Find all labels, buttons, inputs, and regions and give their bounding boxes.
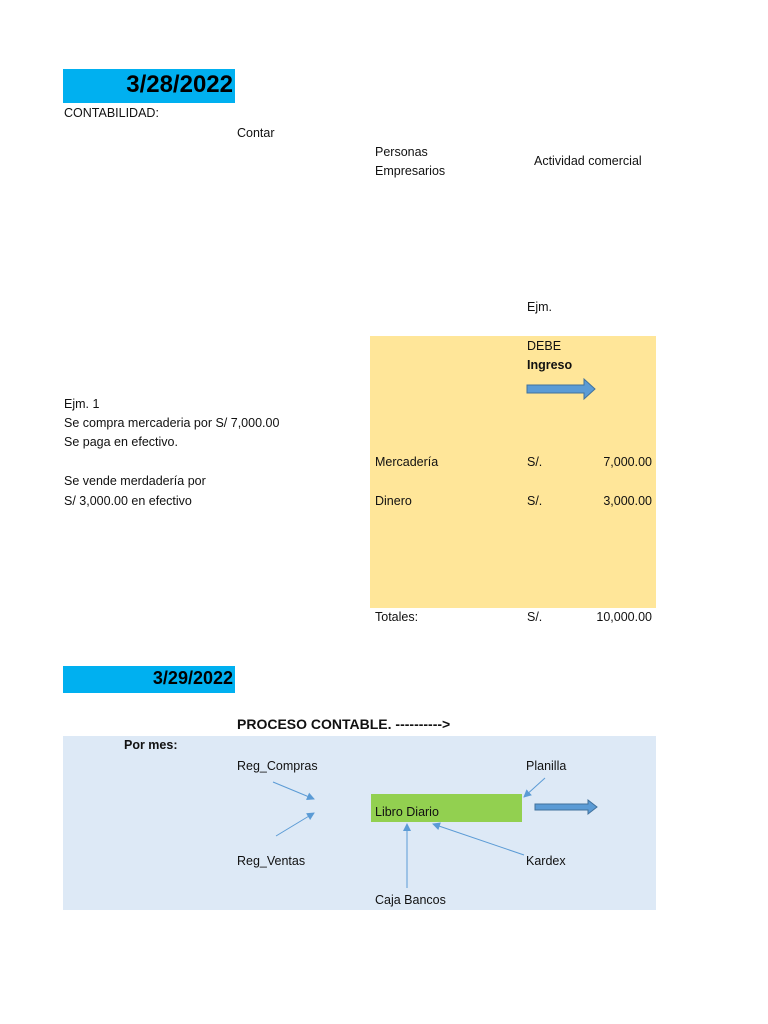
proceso-contable-title: PROCESO CONTABLE. ----------> xyxy=(237,716,451,732)
totals-currency: S/. xyxy=(527,610,543,624)
row-dinero-currency: S/. xyxy=(527,494,543,508)
totals-amount: 10,000.00 xyxy=(596,610,652,624)
kardex-label: Kardex xyxy=(526,854,566,868)
row-mercaderia-currency: S/. xyxy=(527,455,543,469)
row-mercaderia-amount: 7,000.00 xyxy=(603,455,652,469)
row-dinero-label: Dinero xyxy=(375,494,412,508)
date-1: 3/28/2022 xyxy=(126,71,233,98)
date-band-1 xyxy=(63,69,235,103)
por-mes-label: Por mes: xyxy=(124,738,178,752)
example-line-1: Se compra mercaderia por S/ 7,000.00 xyxy=(64,416,280,430)
caja-bancos-label: Caja Bancos xyxy=(375,893,446,907)
contar-label: Contar xyxy=(237,126,275,140)
ejm-label: Ejm. xyxy=(527,300,552,314)
example-line-3: Se vende merdadería por xyxy=(64,474,206,488)
process-diagram-box xyxy=(63,736,656,910)
example-line-4: S/ 3,000.00 en efectivo xyxy=(64,494,192,508)
totals-label: Totales: xyxy=(375,610,419,624)
example-title: Ejm. 1 xyxy=(64,397,100,411)
planilla-label: Planilla xyxy=(526,759,567,773)
debe-label: DEBE xyxy=(527,339,562,353)
reg-compras-label: Reg_Compras xyxy=(237,759,318,773)
reg-ventas-label: Reg_Ventas xyxy=(237,854,306,868)
libro-diario-label: Libro Diario xyxy=(375,805,439,819)
date-band-2 xyxy=(63,666,235,693)
ledger-box xyxy=(370,336,656,608)
row-mercaderia-label: Mercadería xyxy=(375,455,439,469)
personas-label: Personas xyxy=(375,145,428,159)
empresarios-label: Empresarios xyxy=(375,164,446,178)
contabilidad-label: CONTABILIDAD: xyxy=(64,106,159,120)
example-line-2: Se paga en efectivo. xyxy=(64,435,178,449)
actividad-comercial-label: Actividad comercial xyxy=(534,154,642,168)
row-dinero-amount: 3,000.00 xyxy=(603,494,652,508)
date-2: 3/29/2022 xyxy=(152,668,233,688)
ingreso-label: Ingreso xyxy=(527,358,573,372)
